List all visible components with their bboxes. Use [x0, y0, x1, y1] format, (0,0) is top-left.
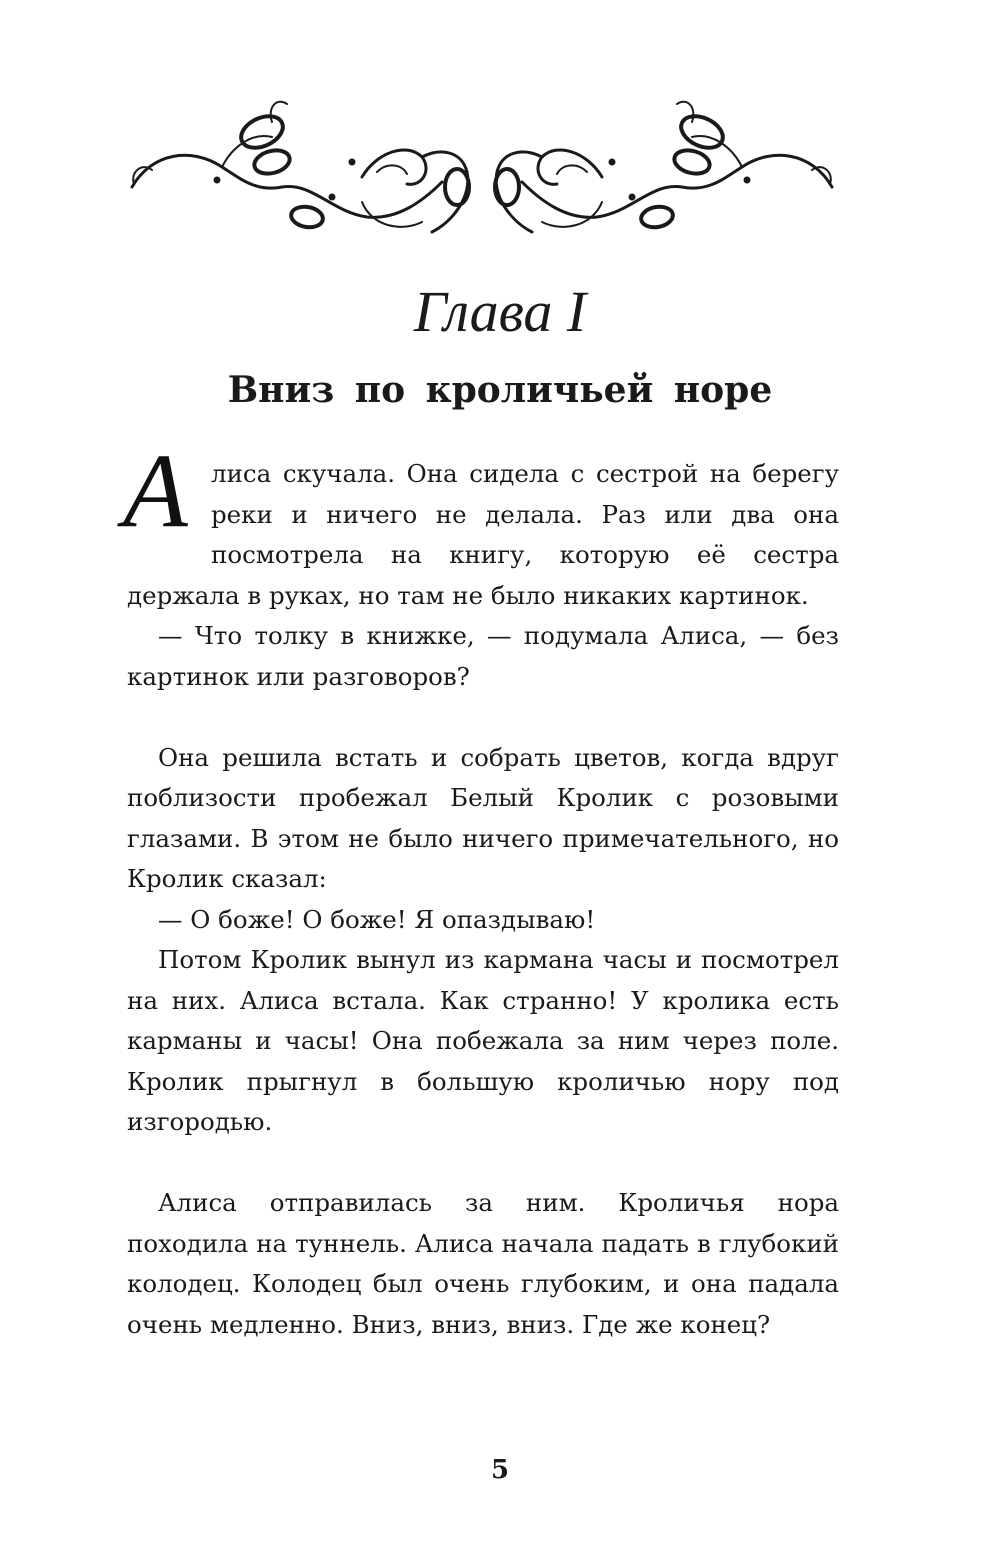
paragraph: Она решила встать и собрать цветов, когда вдруг поблизости пробежал Белый Кролик с розовыми глазами. В этом не было ничего примечательного, но Кролик сказал:	[127, 742, 839, 893]
chapter-label: Глава I	[413, 279, 587, 344]
paragraph: — О боже! О боже! Я опаздываю!	[158, 904, 596, 934]
paragraph: Потом Кролик вынул из кармана часы и посмотрел на них. Алиса встала. Как странно! У кролика есть карманы и часы! Она побежала за ним через поле. Кролик прыгнул в большую кроличью нору под изгородью.	[127, 945, 839, 1136]
paragraph: Алиса отправилась за ним. Кроличья нора походила на туннель. Алиса начала падать в глубокий колодец. Колодец был очень глубоким, и она падала очень медленно. Вниз, вниз, вниз. Где же конец?	[127, 1188, 839, 1339]
paragraph-gap	[127, 697, 839, 738]
chapter-title: Вниз по кроличьей норе	[227, 369, 773, 411]
floral-scroll-ornament-icon	[122, 92, 842, 252]
dropcap-letter: А	[123, 432, 188, 549]
paragraph-gap	[127, 1143, 839, 1184]
body-text	[123, 432, 839, 1345]
paragraph: — Что толку в книжке, — подумала Алиса, — без картинок или разговоров?	[127, 621, 839, 691]
paragraph-text: лиса скучала. Она сидела с сестрой на берегу реки и ничего не делала. Раз или два она посмотрела на книгу, которую её сестра держала в руках, но там не было никаких картинок.	[127, 459, 839, 610]
paragraph	[123, 432, 839, 616]
dropcap	[123, 432, 203, 549]
page-number: 5	[490, 1455, 510, 1485]
